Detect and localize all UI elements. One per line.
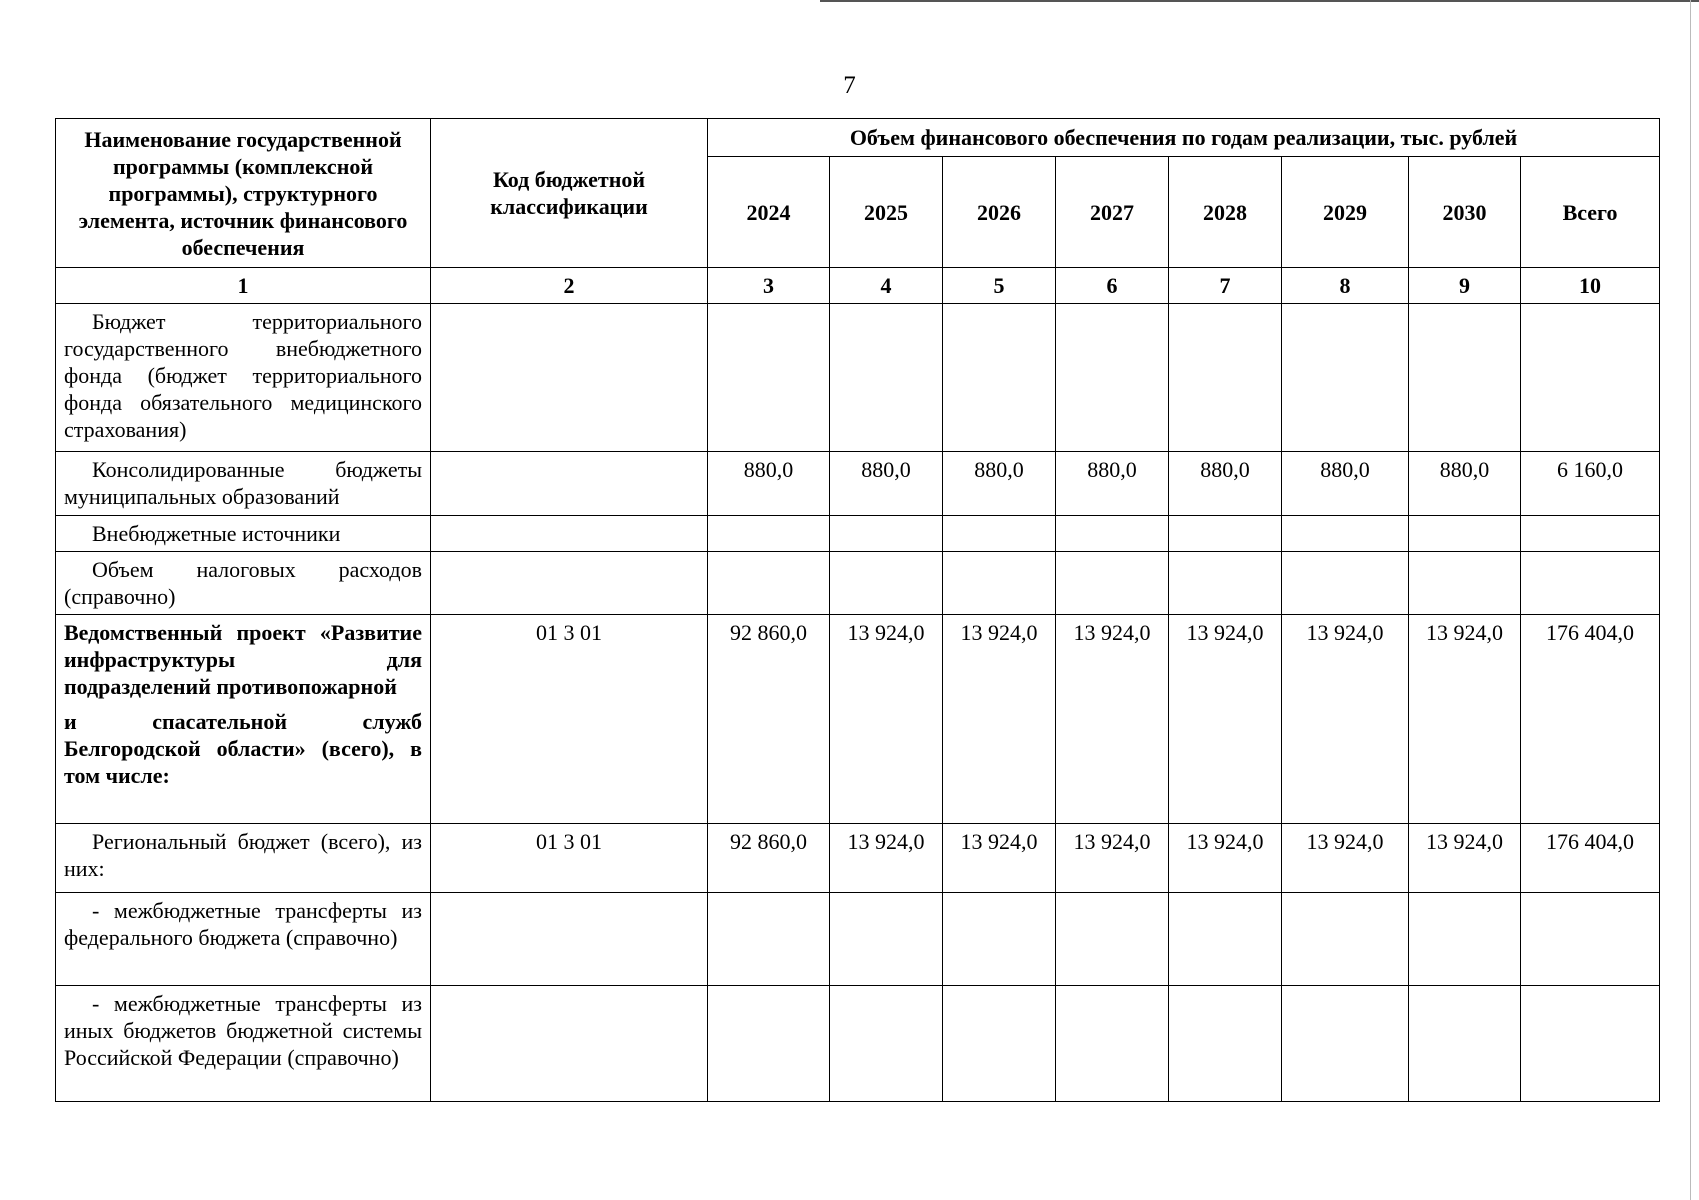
year-value-cell	[1409, 552, 1521, 615]
row-name-text: - межбюджетные трансферты из федерального бюджета (справочно)	[64, 898, 422, 950]
header-year: 2027	[1056, 157, 1169, 268]
year-value-cell	[1056, 304, 1169, 452]
year-value-cell: 880,0	[1409, 452, 1521, 516]
year-value-cell	[943, 893, 1056, 986]
year-value-cell	[1169, 893, 1282, 986]
year-value-cell	[943, 986, 1056, 1102]
year-value-cell: 13 924,0	[1169, 824, 1282, 893]
budget-code-cell: 01 3 01	[431, 824, 708, 893]
year-value-cell	[1282, 893, 1409, 986]
year-value-cell: 13 924,0	[1282, 615, 1409, 824]
year-value-cell	[943, 552, 1056, 615]
column-number: 8	[1282, 268, 1409, 304]
year-value-cell: 13 924,0	[1056, 615, 1169, 824]
budget-code-cell	[431, 516, 708, 552]
financing-table	[55, 118, 1660, 1102]
header-code-column: Код бюджетной классификации	[431, 119, 708, 268]
row-name-text: Ведомственный проект «Развитие инфраструктуры для подразделений противопожарной	[64, 620, 422, 699]
header-name-column: Наименование государственной программы (комплексной программы), структурного элемента, источник финансового обеспечения	[56, 119, 431, 268]
year-value-cell	[830, 516, 943, 552]
column-numbers-row	[56, 268, 1660, 304]
year-value-cell	[1056, 516, 1169, 552]
total-value-cell	[1521, 516, 1660, 552]
row-name-cell	[56, 516, 431, 552]
top-scan-line	[820, 0, 1699, 2]
year-value-cell: 880,0	[943, 452, 1056, 516]
row-name-text: и спасательной служб Белгородской области» (всего), в том числе:	[64, 709, 422, 788]
year-value-cell: 13 924,0	[1282, 824, 1409, 893]
year-value-cell	[943, 304, 1056, 452]
row-name-text: - межбюджетные трансферты из иных бюджетов бюджетной системы Российской Федерации (справочно)	[64, 991, 422, 1070]
year-value-cell	[1282, 516, 1409, 552]
column-number: 6	[1056, 268, 1169, 304]
row-name-text: Объем налоговых расходов (справочно)	[64, 557, 422, 609]
column-number: 9	[1409, 268, 1521, 304]
year-value-cell	[1056, 986, 1169, 1102]
row-name-text: Бюджет территориального государственного внебюджетного фонда (бюджет территориального фонда обязательного медицинского страхования)	[64, 309, 422, 442]
column-number: 2	[431, 268, 708, 304]
year-value-cell: 13 924,0	[830, 615, 943, 824]
year-value-cell	[1409, 304, 1521, 452]
year-value-cell	[943, 516, 1056, 552]
year-value-cell: 13 924,0	[1409, 824, 1521, 893]
budget-code-cell	[431, 893, 708, 986]
column-number: 10	[1521, 268, 1660, 304]
row-name-cell	[56, 304, 431, 452]
table-row	[56, 304, 1660, 452]
year-value-cell	[708, 893, 830, 986]
page-number: 7	[843, 72, 856, 99]
year-value-cell: 880,0	[1056, 452, 1169, 516]
row-name-cell	[56, 452, 431, 516]
total-value-cell: 176 404,0	[1521, 824, 1660, 893]
header-year: 2029	[1282, 157, 1409, 268]
year-value-cell	[1169, 552, 1282, 615]
table-row	[56, 986, 1660, 1102]
header-financing-span: Объем финансового обеспечения по годам реализации, тыс. рублей	[708, 119, 1660, 157]
year-value-cell	[1056, 893, 1169, 986]
header-year: 2024	[708, 157, 830, 268]
year-value-cell: 880,0	[830, 452, 943, 516]
budget-code-cell	[431, 986, 708, 1102]
row-name-text: Региональный бюджет (всего), из них:	[64, 829, 422, 881]
header-year: 2026	[943, 157, 1056, 268]
year-value-cell	[1169, 516, 1282, 552]
header-year: 2025	[830, 157, 943, 268]
year-value-cell: 880,0	[1169, 452, 1282, 516]
header-year: 2030	[1409, 157, 1521, 268]
total-value-cell: 6 160,0	[1521, 452, 1660, 516]
year-value-cell: 92 860,0	[708, 615, 830, 824]
right-scan-line	[1690, 0, 1691, 1200]
total-value-cell	[1521, 986, 1660, 1102]
table-row	[56, 824, 1660, 893]
total-value-cell: 176 404,0	[1521, 615, 1660, 824]
header-year: 2028	[1169, 157, 1282, 268]
table-row	[56, 615, 1660, 824]
row-name-cell	[56, 552, 431, 615]
column-number: 1	[56, 268, 431, 304]
year-value-cell	[1169, 304, 1282, 452]
year-value-cell	[1169, 986, 1282, 1102]
year-value-cell	[830, 986, 943, 1102]
budget-code-cell: 01 3 01	[431, 615, 708, 824]
row-name-text: Консолидированные бюджеты муниципальных образований	[64, 457, 422, 509]
year-value-cell	[830, 552, 943, 615]
year-value-cell	[1056, 552, 1169, 615]
row-name-text: Внебюджетные источники	[92, 521, 341, 546]
column-number: 4	[830, 268, 943, 304]
year-value-cell: 92 860,0	[708, 824, 830, 893]
row-name-cell	[56, 986, 431, 1102]
total-value-cell	[1521, 893, 1660, 986]
year-value-cell	[830, 304, 943, 452]
year-value-cell	[830, 893, 943, 986]
column-number: 5	[943, 268, 1056, 304]
year-value-cell: 880,0	[1282, 452, 1409, 516]
year-value-cell: 13 924,0	[830, 824, 943, 893]
year-value-cell	[1282, 986, 1409, 1102]
column-number: 3	[708, 268, 830, 304]
year-value-cell	[1282, 304, 1409, 452]
year-value-cell	[1282, 552, 1409, 615]
budget-code-cell	[431, 552, 708, 615]
year-value-cell	[708, 304, 830, 452]
table-row	[56, 552, 1660, 615]
budget-code-cell	[431, 304, 708, 452]
year-value-cell	[708, 986, 830, 1102]
table-row	[56, 893, 1660, 986]
year-value-cell	[708, 552, 830, 615]
year-value-cell	[1409, 516, 1521, 552]
year-value-cell: 880,0	[708, 452, 830, 516]
row-name-cell	[56, 615, 431, 824]
year-value-cell: 13 924,0	[1169, 615, 1282, 824]
table-row	[56, 516, 1660, 552]
column-number: 7	[1169, 268, 1282, 304]
year-value-cell	[1409, 986, 1521, 1102]
year-value-cell	[708, 516, 830, 552]
total-value-cell	[1521, 304, 1660, 452]
row-name-cell	[56, 893, 431, 986]
year-value-cell	[1409, 893, 1521, 986]
year-value-cell: 13 924,0	[943, 824, 1056, 893]
header-total: Всего	[1521, 157, 1660, 268]
budget-code-cell	[431, 452, 708, 516]
year-value-cell: 13 924,0	[1056, 824, 1169, 893]
table-row	[56, 452, 1660, 516]
row-name-cell	[56, 824, 431, 893]
year-value-cell: 13 924,0	[1409, 615, 1521, 824]
year-value-cell: 13 924,0	[943, 615, 1056, 824]
total-value-cell	[1521, 552, 1660, 615]
table-body	[56, 304, 1660, 1102]
